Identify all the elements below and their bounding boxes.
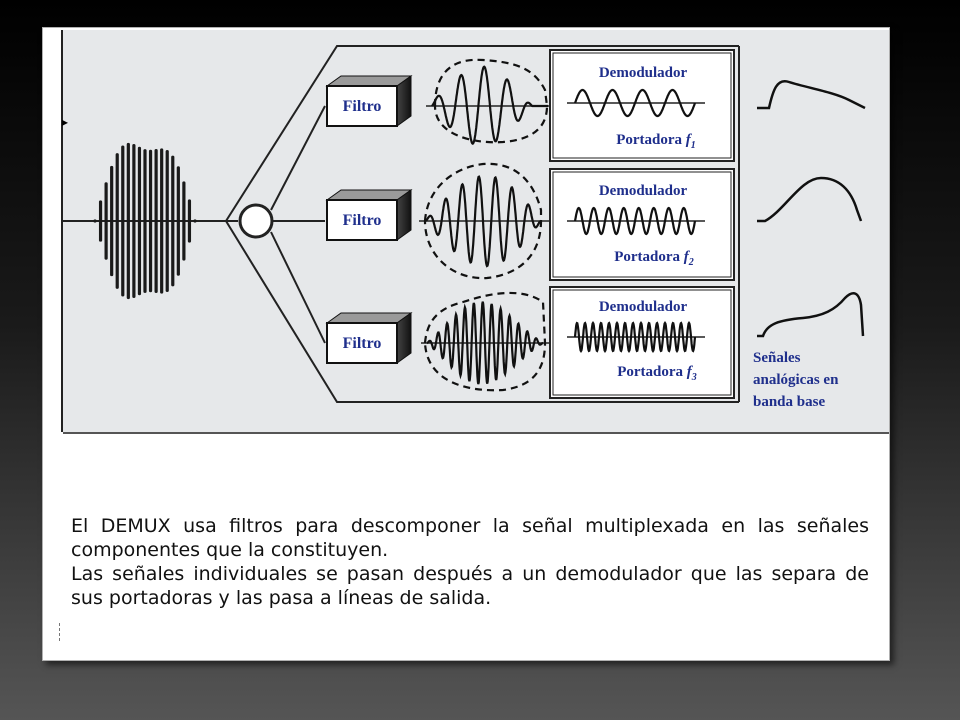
demux-diagram <box>63 30 889 432</box>
filter-box-2 <box>327 190 411 240</box>
filtered-signal-3 <box>421 293 551 390</box>
caption-paragraph-1: El DEMUX usa filtros para descomponer la señal multiplexada en las señales componentes que la constituyen. <box>71 515 869 561</box>
carrier-label: Portadora $f_2$ <box>614 249 694 268</box>
caption-text <box>71 514 869 610</box>
demodulator-title: Demodulador <box>598 65 688 81</box>
carrier-label: Portadora $f_1$ <box>616 132 696 151</box>
demux-diagram-svg <box>63 30 889 432</box>
filter-label: Filtro <box>342 98 382 115</box>
bullet-mark: ▸ <box>62 115 69 129</box>
baseband-output-2 <box>757 178 861 221</box>
filter-label: Filtro <box>342 212 382 229</box>
splitter-node <box>240 205 272 237</box>
carrier-label: Portadora $f_3$ <box>617 364 697 383</box>
demodulator-title: Demodulador <box>598 299 688 315</box>
filtered-signal-2 <box>419 164 549 278</box>
filter-label: Filtro <box>342 335 382 352</box>
margin-mark <box>59 623 61 641</box>
filter-box-3 <box>327 313 411 363</box>
figure-divider <box>63 432 889 434</box>
branch-line-1 <box>271 106 325 210</box>
caption-paragraph-2: Las señales individuales se pasan después a un demodulador que las separa de sus portadoras y las pasa a líneas de salida. <box>71 563 869 609</box>
demodulator-title: Demodulador <box>598 183 688 199</box>
demodulator-box-3 <box>550 287 734 398</box>
baseband-output-1 <box>757 81 865 108</box>
branch-line-3 <box>271 232 325 343</box>
diagram-left-edge <box>61 30 63 432</box>
filter-box-1 <box>327 76 411 126</box>
demodulator-box-1 <box>550 50 734 161</box>
demodulator-box-2 <box>550 169 734 280</box>
baseband-signals-label: Señales analógicas en banda base <box>753 350 839 410</box>
baseband-output-3 <box>757 293 863 336</box>
slide-panel <box>42 27 890 661</box>
filtered-signal-1 <box>426 60 556 144</box>
